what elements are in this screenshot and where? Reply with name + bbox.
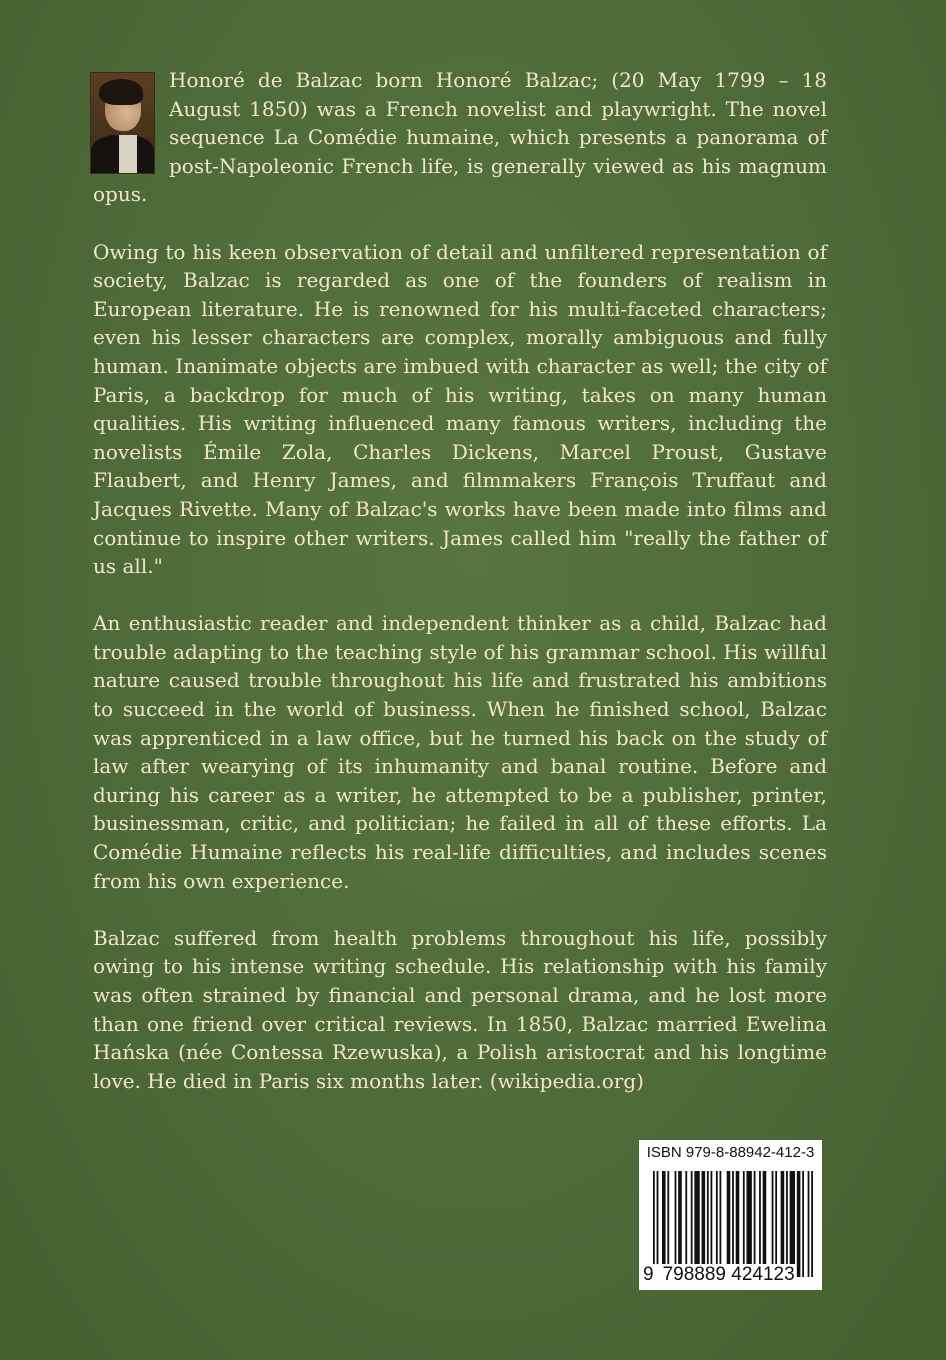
barcode-bar xyxy=(707,1171,709,1277)
paragraph-4: Balzac suffered from health problems throughout his life, possibly owing to his intense writing schedule. His relationship with his family was often strained by financial and personal drama, and he lost more than one friend over critical reviews. In 1850, Balzac married Ewelina Hańska (née Contessa Rzewuska), a Polish aristocrat and his longtime love. He died in Paris six months later. (wikipedia.org) xyxy=(93,925,827,1093)
cover-text xyxy=(93,66,827,1124)
paragraph-3: An enthusiastic reader and independent thinker as a child, Balzac had trouble adapting to the teaching style of his grammar school. His willful nature caused trouble throughout his life and frustrated his ambitions to succeed in the world of business. When he finished school, Balzac was apprenticed in a law office, but he turned his back on the study of law after wearying of its inhumanity and banal routine. Before and during his career as a writer, he attempted to be a publisher, printer, businessman, critic, and politician; he failed in all of these efforts. La Comédie Humaine reflects his real-life difficulties, and includes scenes from his own experience. xyxy=(93,611,827,893)
barcode-digit-groups: 798889 424123 xyxy=(662,1264,795,1285)
barcode-bar xyxy=(653,1171,655,1277)
barcode-bar xyxy=(702,1171,706,1277)
barcode-bar xyxy=(675,1171,677,1277)
paragraph-2: Owing to his keen observation of detail and unfiltered representation of society, Balzac is regarded as one of the founders of realism in European literature. He is renowned for his multi-faceted characters; even his lesser characters are complex, morally ambiguous and fully human. Inanimate objects are imbued with character as well; the city of Paris, a backdrop for much of his writing, takes on many human qualities. His writing influenced many famous writers, including the novelists Émile Zola, Charles Dickens, Marcel Proust, Gustave Flaubert, and Henry James, and filmmakers François Truffaut and Jacques Rivette. Many of Balzac's works have been made into films and continue to inspire other writers. James called him "really the father of us all." xyxy=(93,239,827,579)
barcode-bar xyxy=(711,1171,713,1277)
barcode-bar xyxy=(754,1171,756,1277)
barcode-bar xyxy=(720,1171,722,1277)
barcode-bar xyxy=(759,1171,761,1277)
isbn-label: ISBN 979-8-88942-412-3 xyxy=(646,1144,815,1161)
barcode-bar xyxy=(716,1171,718,1277)
author-portrait xyxy=(90,72,155,174)
barcode-bar xyxy=(775,1171,777,1277)
barcode-bar xyxy=(691,1171,693,1277)
barcode-bar xyxy=(811,1171,813,1277)
barcode-bar xyxy=(732,1171,734,1277)
barcode-bar xyxy=(786,1171,788,1277)
barcode-bar xyxy=(662,1171,666,1277)
isbn-barcode xyxy=(639,1140,822,1290)
barcode-bar xyxy=(727,1171,731,1277)
barcode-bar xyxy=(797,1171,801,1277)
barcode-bar xyxy=(685,1171,687,1277)
barcode-bars xyxy=(653,1171,813,1277)
barcode-bar xyxy=(808,1171,810,1277)
barcode-bar xyxy=(678,1171,682,1277)
barcode-bar xyxy=(790,1171,795,1277)
barcode-bar xyxy=(763,1171,767,1277)
barcode-bar xyxy=(694,1171,699,1277)
paragraph-1-text: Honoré de Balzac born Honoré Balzac; (20 May 1799 – 18 August 1850) was a French novelist and playwright. The novel sequence La Comédie humaine, which presents a panorama of post-Napoleonic French life, is generally viewed as his magnum opus. xyxy=(93,68,827,207)
barcode-digits xyxy=(643,1264,796,1286)
paragraph-1 xyxy=(93,66,827,209)
barcode-bar xyxy=(802,1171,804,1277)
barcode-bar xyxy=(772,1171,774,1277)
barcode-bar xyxy=(746,1171,751,1277)
barcode-bar xyxy=(781,1171,785,1277)
barcode-bar xyxy=(657,1171,659,1277)
barcode-bar xyxy=(736,1171,740,1277)
barcode-bar xyxy=(743,1171,745,1277)
barcode-bar xyxy=(667,1171,669,1277)
barcode-first-digit: 9 xyxy=(643,1264,654,1285)
